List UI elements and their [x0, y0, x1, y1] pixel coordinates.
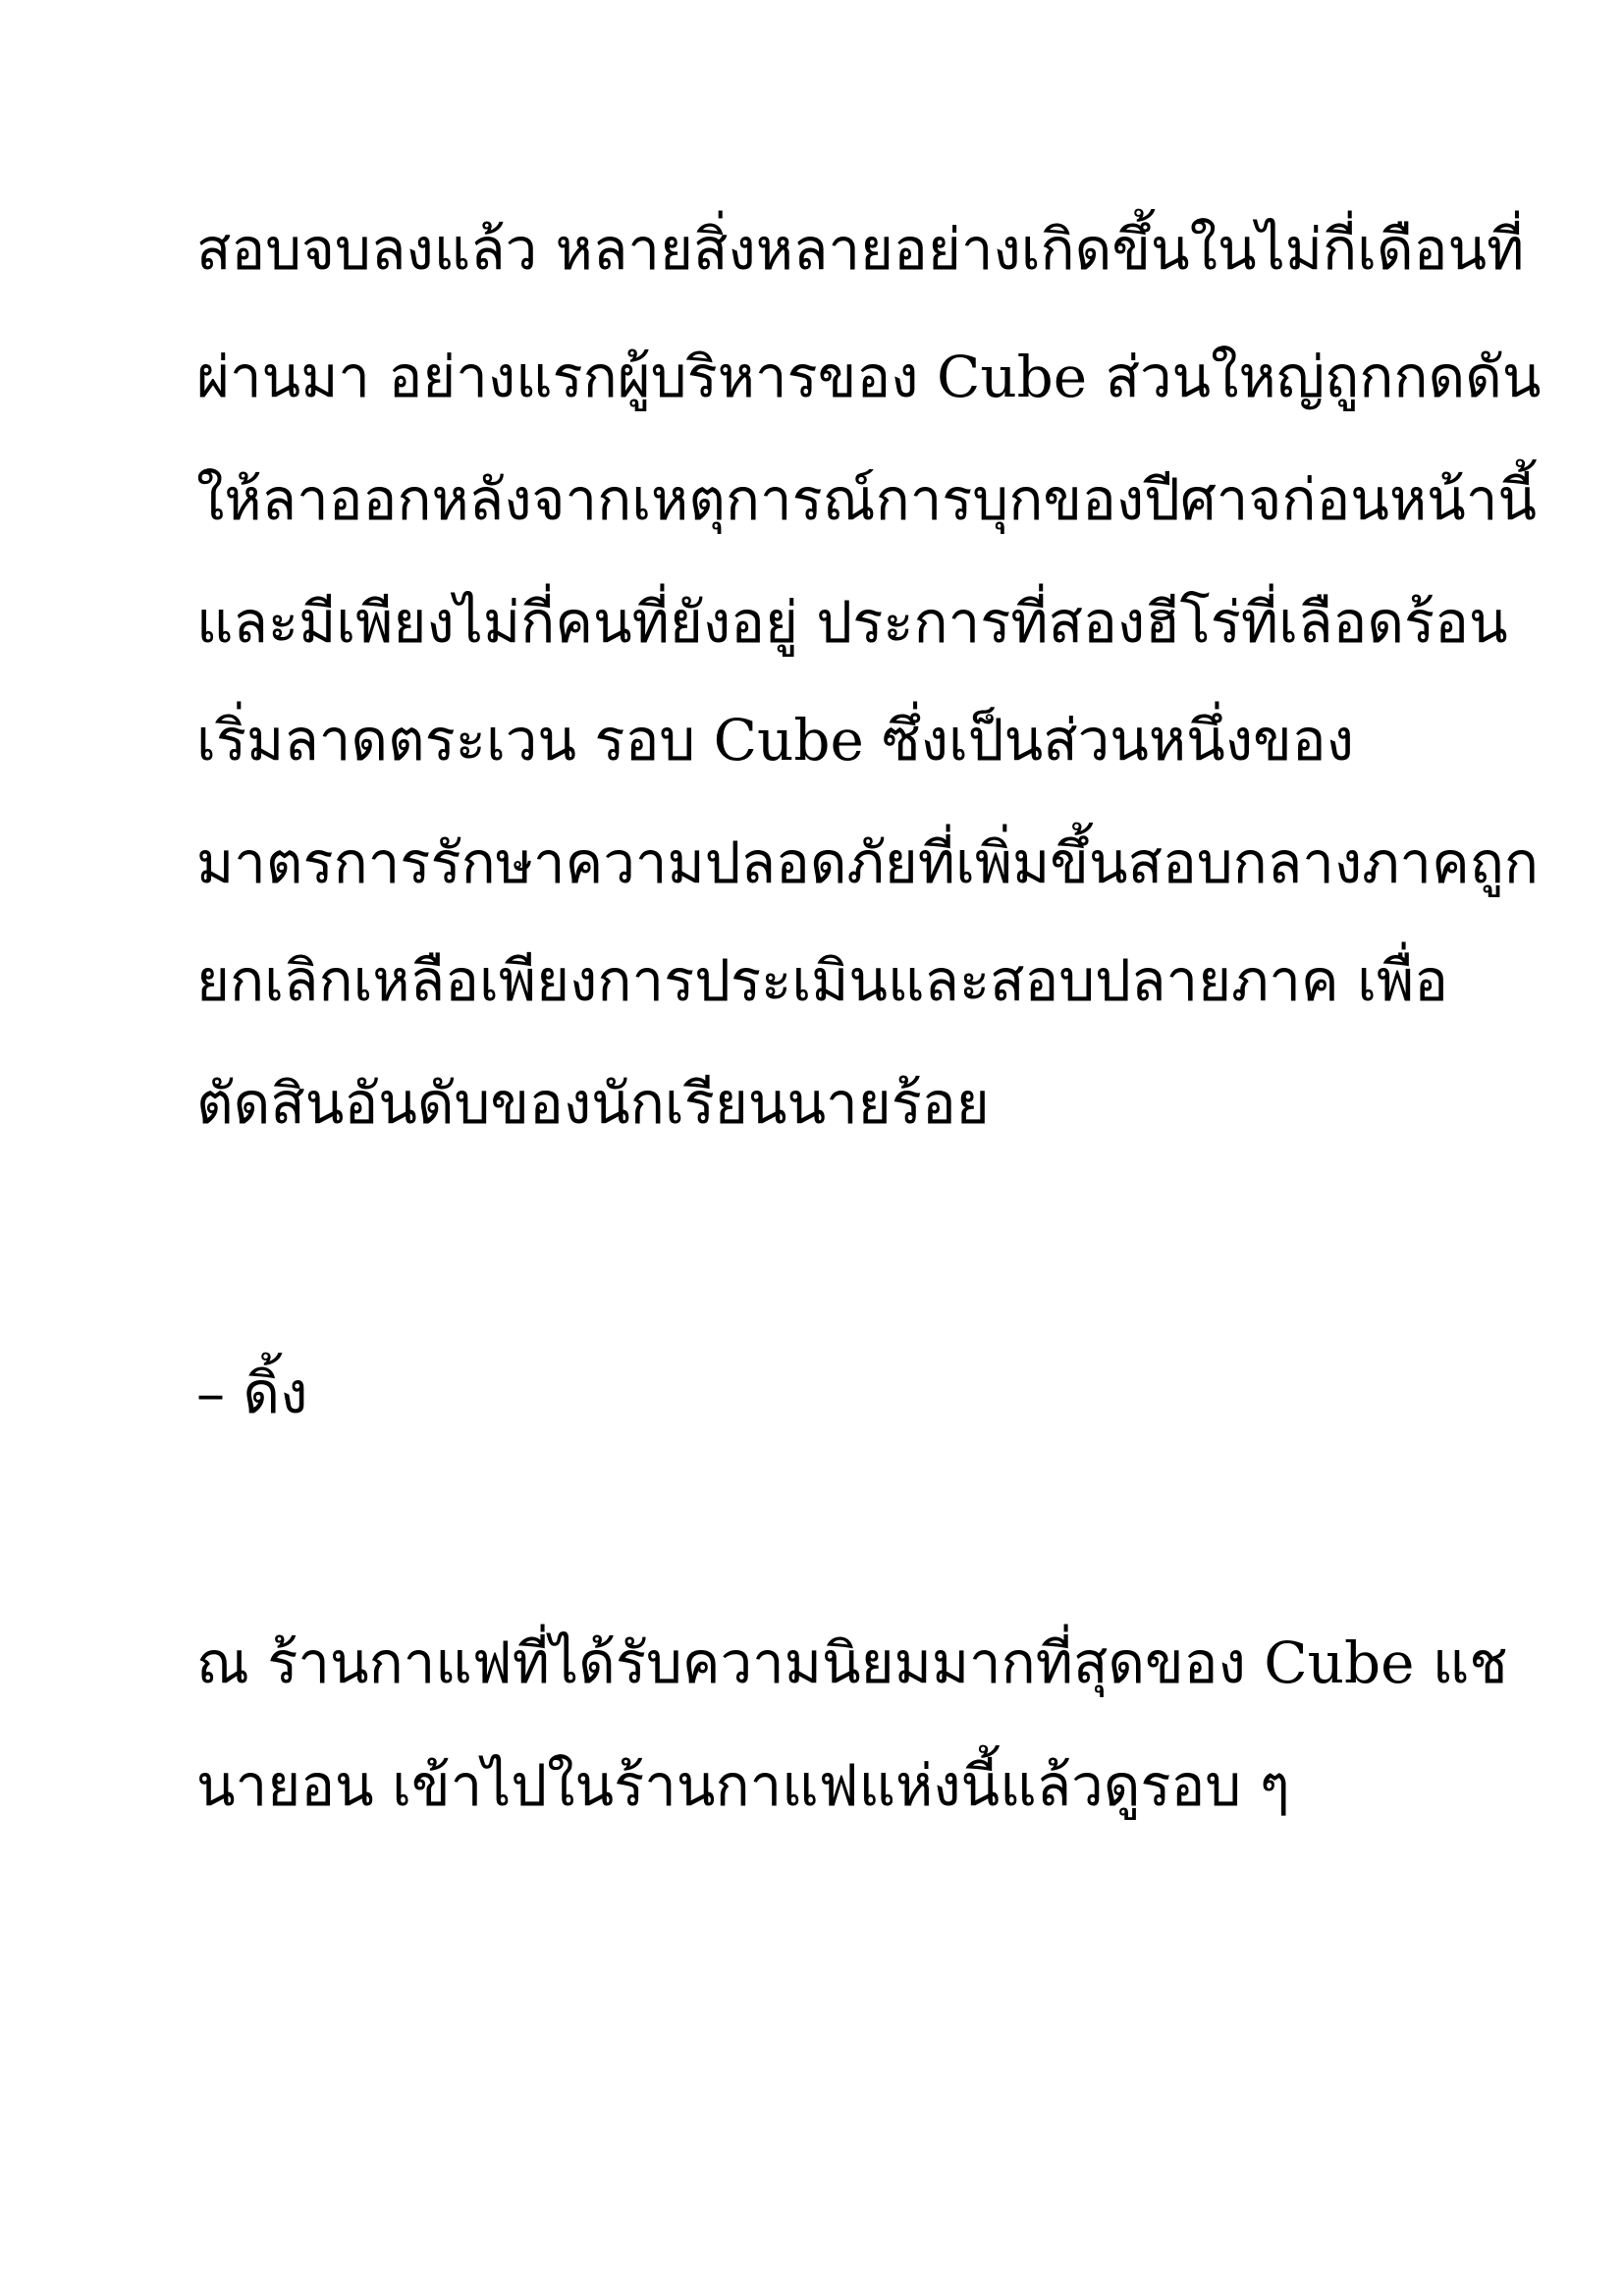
paragraph-line: มาตรการรักษาความปลอดภัยที่เพิ่มขึ้นสอบกลางภาคถูก	[196, 829, 1540, 896]
paragraph-line: ยกเลิกเหลือเพียงการประเมินและสอบปลายภาค เพื่อ	[196, 947, 1449, 1014]
paragraph-line: สอบจบลงแล้ว หลายสิ่งหลายอย่างเกิดขึ้นในไม่กี่เดือนที่	[196, 216, 1525, 283]
paragraph-line: ณ ร้านกาแฟที่ได้รับความนิยมมากที่สุดของ Cube แช	[196, 1629, 1508, 1696]
paragraph-line: เริ่มลาดตระเวน รอบ Cube ซึ่งเป็นส่วนหนึ่งของ	[196, 707, 1354, 774]
paragraph-line: ตัดสินอันดับของนักเรียนนายร้อย	[196, 1070, 990, 1137]
paragraph-line: ให้ลาออกหลังจากเหตุการณ์การบุกของปีศาจก่อนหน้านี้	[196, 466, 1538, 533]
paragraph-line: และมีเพียงไม่กี่คนที่ยังอยู่ ประการที่สองฮีโร่ที่เลือดร้อน	[196, 589, 1508, 656]
paragraph-line: ผ่านมา อย่างแรกผู้บริหารของ Cube ส่วนใหญ่ถูกกดดัน	[196, 344, 1542, 410]
paragraph-line: นายอน เข้าไปในร้านกาแฟแห่งนี้แล้วดูรอบ ๆ	[196, 1752, 1290, 1819]
sound-effect-line: – ดิ้ง	[196, 1360, 308, 1426]
